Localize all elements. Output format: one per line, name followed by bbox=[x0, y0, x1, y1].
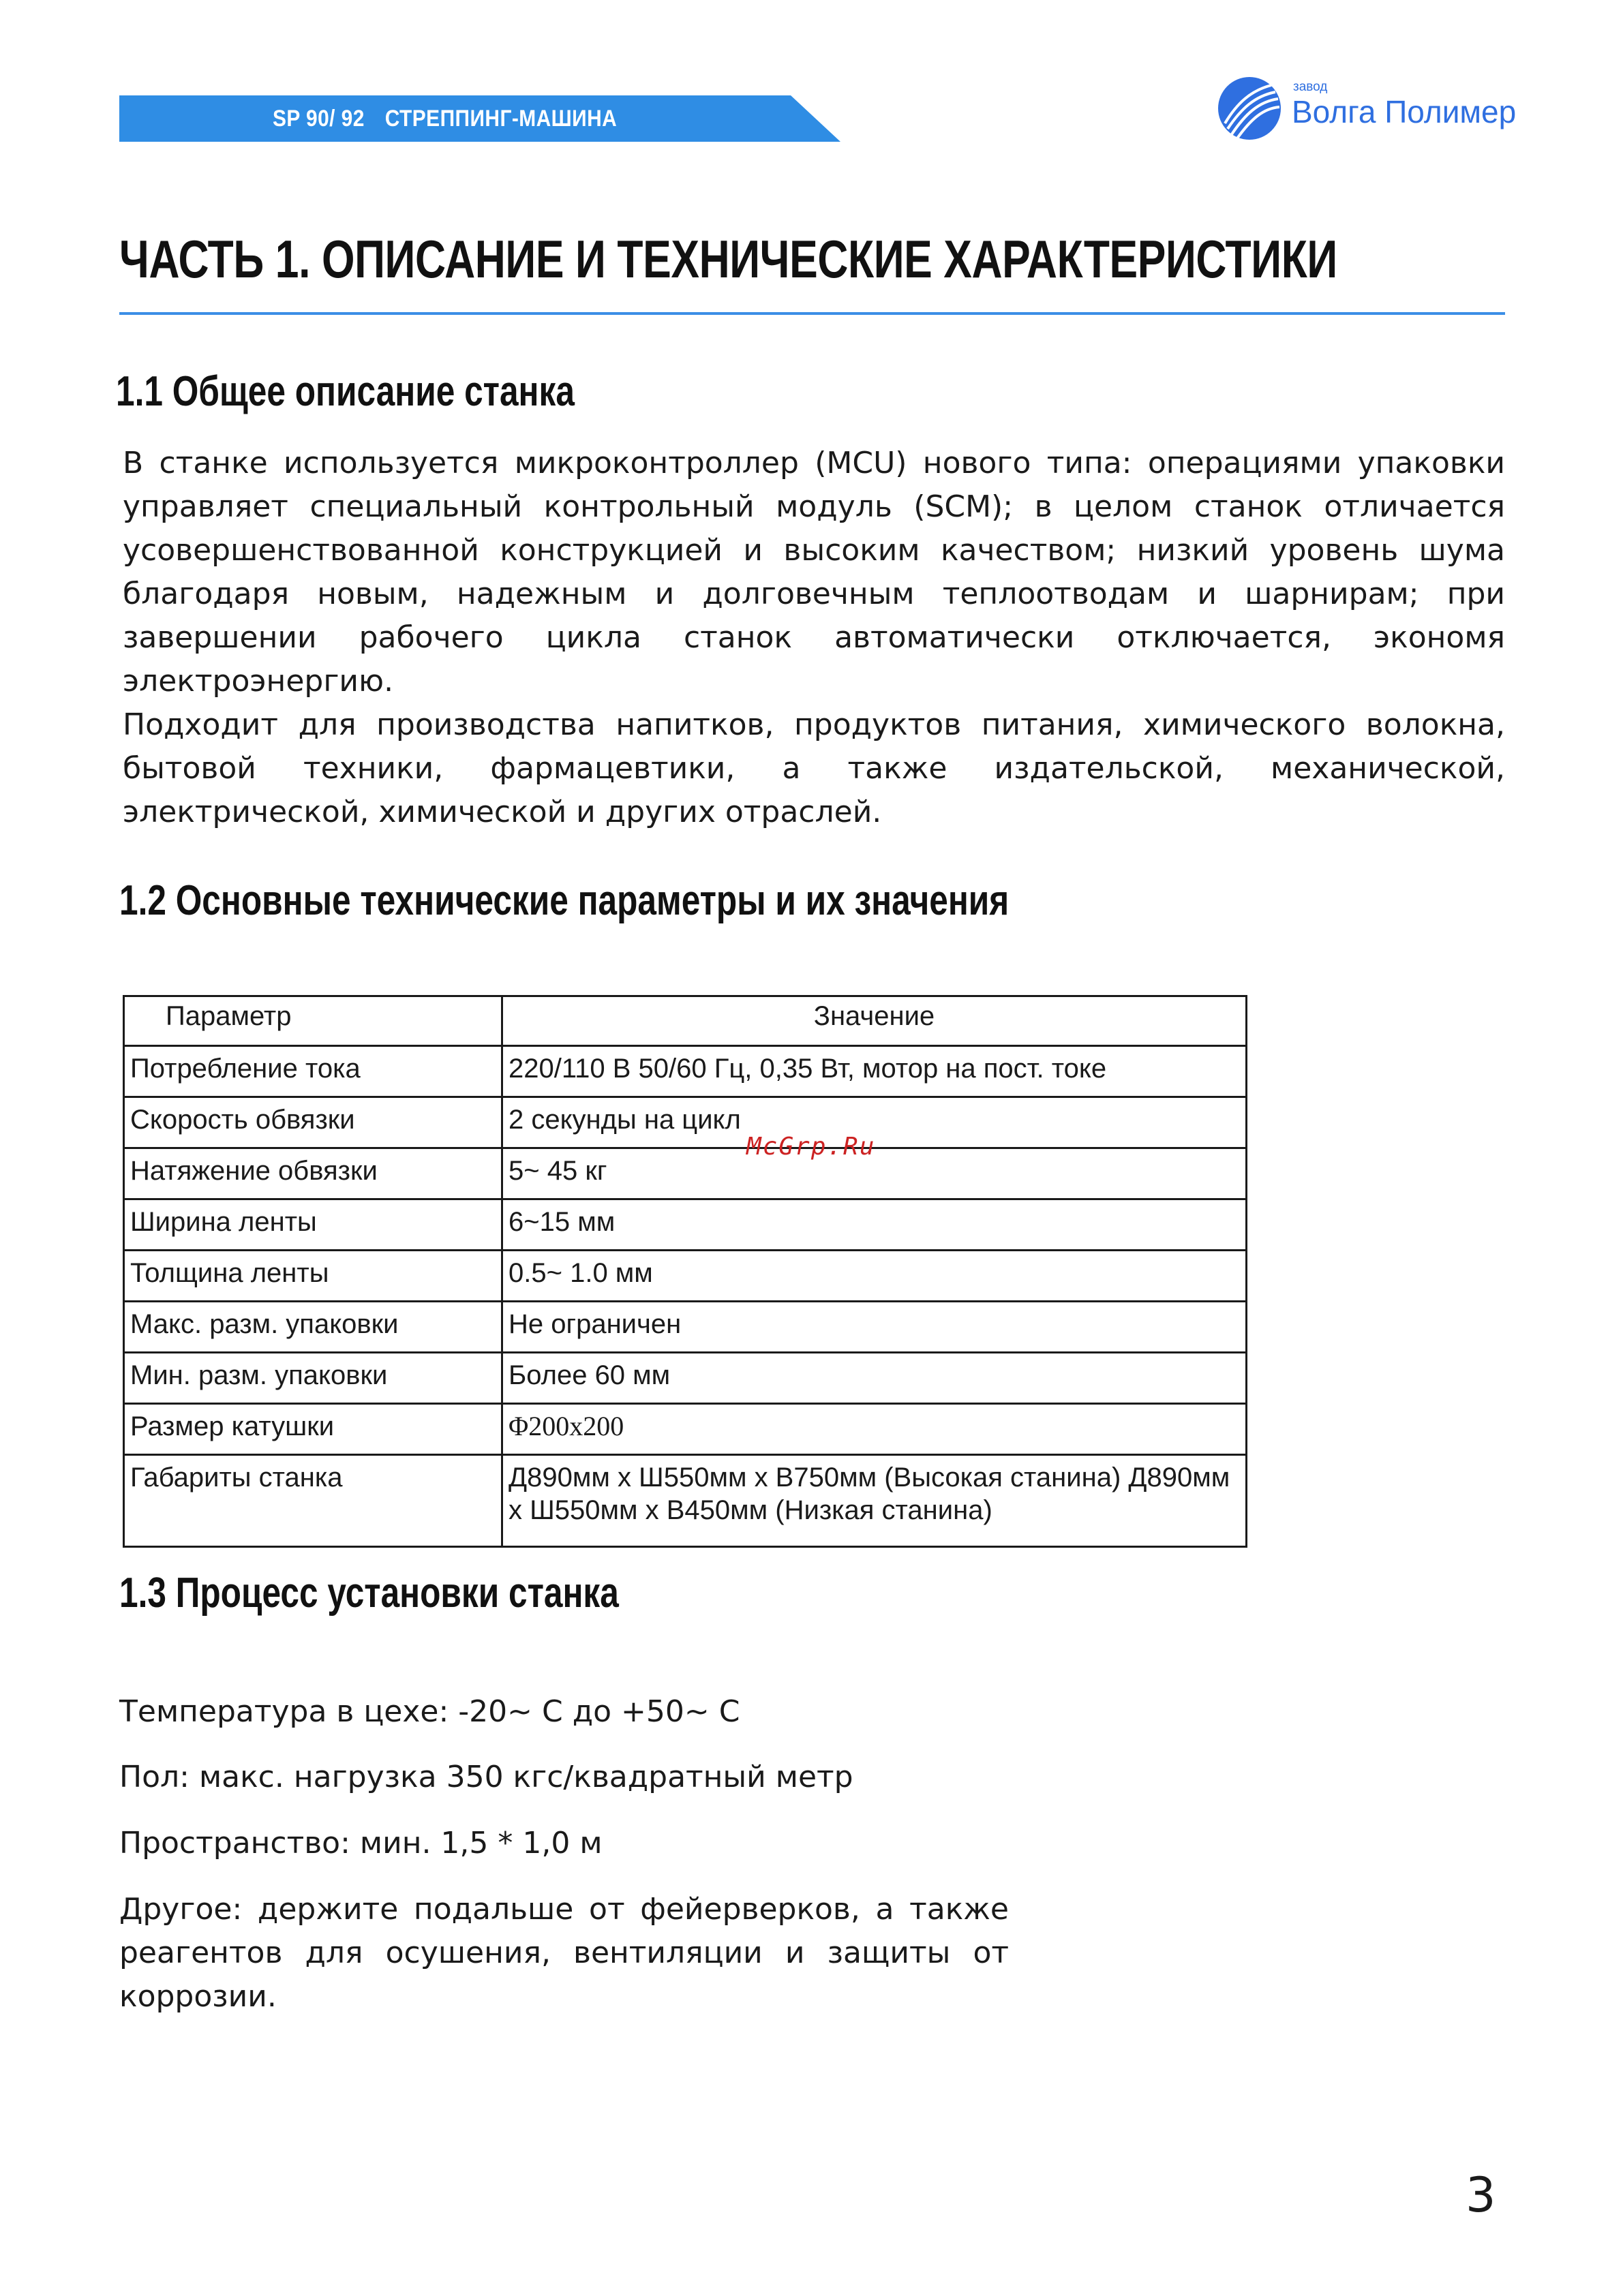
header-product: СТРЕППИНГ-МАШИНА bbox=[384, 106, 618, 132]
watermark: McGrp.Ru bbox=[746, 1133, 876, 1161]
table-cell-value: 5~ 45 кг bbox=[502, 1148, 1247, 1199]
table-cell-parameter: Скорость обвязки bbox=[124, 1097, 502, 1148]
requirement-space: Пространство: мин. 1,5 * 1,0 м bbox=[119, 1826, 603, 1861]
table-row bbox=[124, 1455, 1247, 1547]
title-divider bbox=[119, 312, 1505, 315]
table-cell-value: Φ200x200 bbox=[502, 1404, 1247, 1455]
section-1-2-title: 1.2 Основные технические параметры и их значения bbox=[119, 877, 1010, 924]
table-cell-value: 0.5~ 1.0 мм bbox=[502, 1251, 1247, 1302]
table-row bbox=[124, 1199, 1247, 1251]
table-header-row bbox=[124, 996, 1247, 1046]
table-header-parameter: Параметр bbox=[124, 996, 502, 1046]
table-cell-parameter: Габариты станка bbox=[124, 1455, 502, 1547]
table-cell-parameter: Размер катушки bbox=[124, 1404, 502, 1455]
table-row bbox=[124, 1404, 1247, 1455]
table-header-value: Значение bbox=[502, 996, 1247, 1046]
section-1-1-paragraph-1: В станке используется микроконтроллер (MCU) нового типа: операциями упаковки управляет специальный контрольный модуль (SCM); в целом станок отличается усовершенствованной конструкцией и высоким качеством; низкий уровень шума благодаря новым, надежным и долговечным теплоотводам и шарнирам; при завершении рабочего цикла станок автоматически отключается, экономя электроэнергию. bbox=[123, 446, 1505, 699]
table-cell-value: 2 секунды на цикл bbox=[502, 1097, 1247, 1148]
logo-name: Волга Полимер bbox=[1292, 94, 1517, 129]
table-cell-parameter: Макс. разм. упаковки bbox=[124, 1302, 502, 1353]
table-row bbox=[124, 1353, 1247, 1404]
requirement-other: Другое: держите подальше от фейерверков, а также реагентов для осушения, вентиляции и защиты от коррозии. bbox=[119, 1892, 1009, 2014]
requirement-temperature: Температура в цехе: -20~ С до +50~ С bbox=[119, 1694, 740, 1729]
company-logo bbox=[1217, 72, 1517, 147]
table-row bbox=[124, 1046, 1247, 1097]
page-number: 3 bbox=[1466, 2167, 1496, 2223]
header-band bbox=[119, 95, 840, 142]
spec-table bbox=[123, 995, 1247, 1548]
section-1-1-title: 1.1 Общее описание станка bbox=[116, 368, 575, 415]
table-row bbox=[124, 1251, 1247, 1302]
table-cell-parameter: Мин. разм. упаковки bbox=[124, 1353, 502, 1404]
table-cell-parameter: Ширина ленты bbox=[124, 1199, 502, 1251]
header-title bbox=[273, 105, 617, 132]
header-model: SP 90/ 92 bbox=[273, 106, 365, 132]
section-1-3-title: 1.3 Процесс установки станка bbox=[119, 1570, 619, 1617]
table-cell-parameter: Потребление тока bbox=[124, 1046, 502, 1097]
table-cell-value: Д890мм x Ш550мм x В750мм (Высокая станина) Д890мм x Ш550мм x В450мм (Низкая станина) bbox=[502, 1455, 1247, 1547]
table-row bbox=[124, 1148, 1247, 1199]
table-cell-parameter: Толщина ленты bbox=[124, 1251, 502, 1302]
table-row bbox=[124, 1097, 1247, 1148]
table-row bbox=[124, 1302, 1247, 1353]
logo-small-text: завод bbox=[1293, 80, 1328, 94]
table-cell-value: 220/110 В 50/60 Гц, 0,35 Вт, мотор на пост. токе bbox=[502, 1046, 1247, 1097]
table-cell-value: Не ограничен bbox=[502, 1302, 1247, 1353]
volga-polimer-logo-icon bbox=[1217, 76, 1282, 141]
section-1-1-paragraph-2: Подходит для производства напитков, продуктов питания, химического волокна, бытовой техники, фармацевтики, а также издательской, механической, электрической, химической и других отраслей. bbox=[123, 707, 1505, 829]
requirement-floor: Пол: макс. нагрузка 350 кгс/квадратный метр bbox=[119, 1760, 853, 1794]
table-cell-value: 6~15 мм bbox=[502, 1199, 1247, 1251]
table-cell-parameter: Натяжение обвязки bbox=[124, 1148, 502, 1199]
part-title: ЧАСТЬ 1. ОПИСАНИЕ И ТЕХНИЧЕСКИЕ ХАРАКТЕРИСТИКИ bbox=[119, 229, 1337, 289]
table-cell-value: Более 60 мм bbox=[502, 1353, 1247, 1404]
